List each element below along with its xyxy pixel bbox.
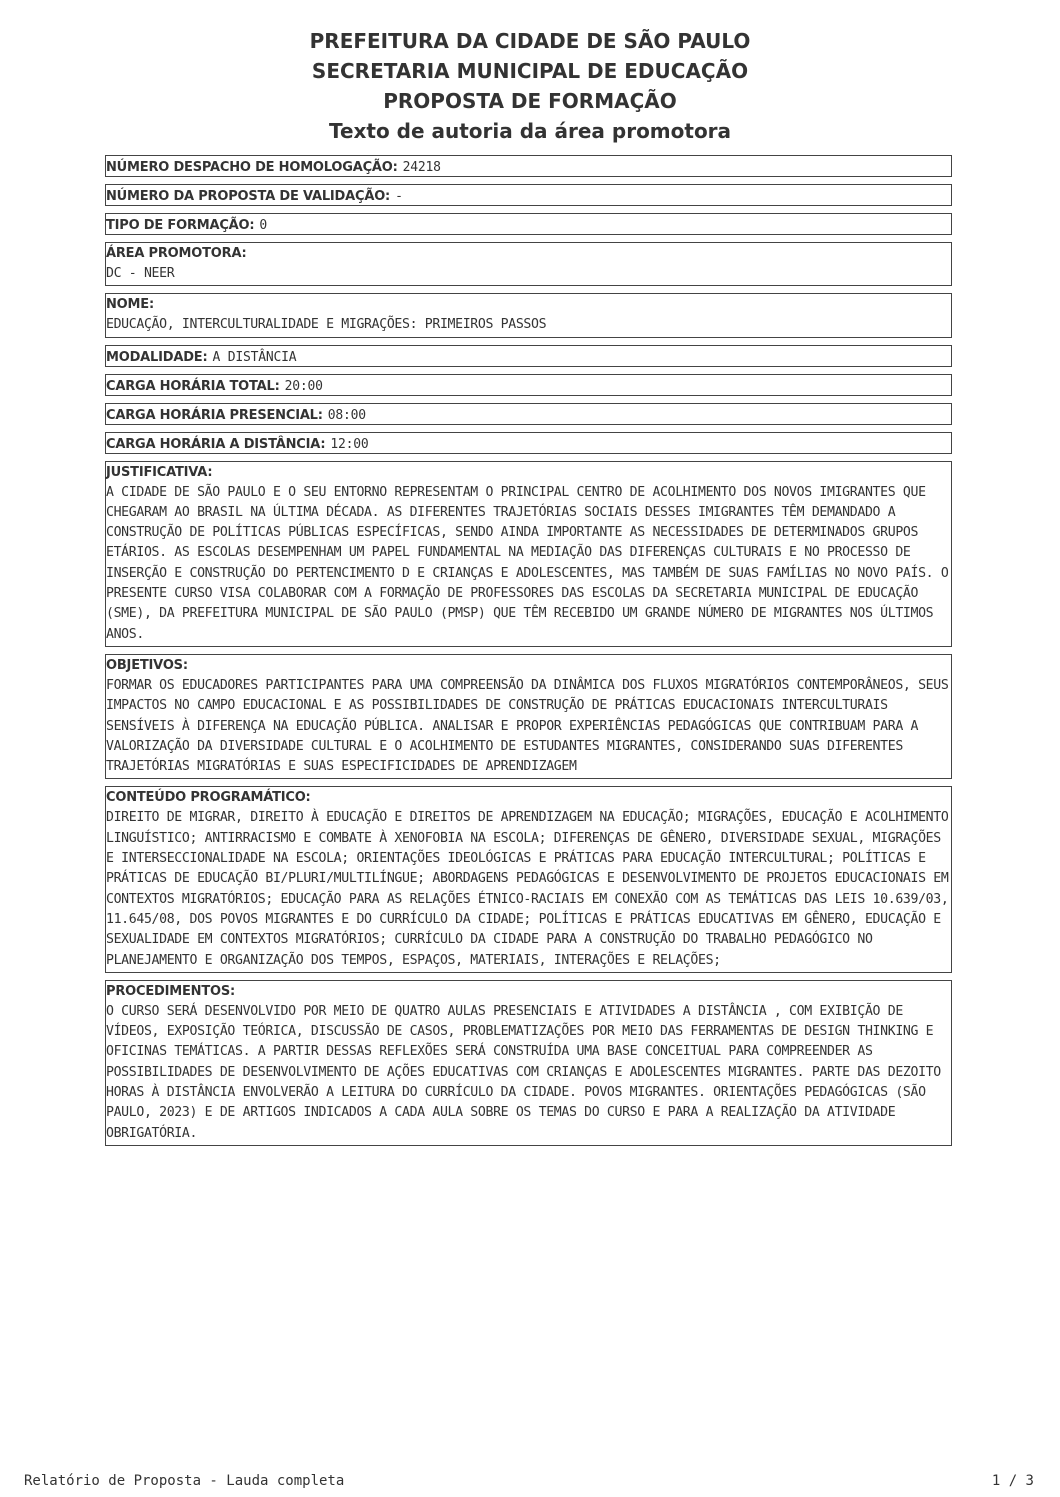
document-header xyxy=(0,26,1060,146)
field-label: CARGA HORÁRIA TOTAL: xyxy=(106,378,280,394)
field-label: CARGA HORÁRIA A DISTÂNCIA: xyxy=(106,436,326,452)
field-area-promotora xyxy=(105,242,952,286)
field-nome xyxy=(105,293,952,337)
field-label: NOME: xyxy=(106,297,154,313)
field-proposta-validacao xyxy=(105,184,952,206)
field-value: 24218 xyxy=(402,160,441,175)
field-carga-total xyxy=(105,374,952,396)
field-value: EDUCAÇÃO, INTERCULTURALIDADE E MIGRAÇÕES: PRIMEIROS PASSOS xyxy=(106,317,547,333)
header-proposta: PROPOSTA DE FORMAÇÃO xyxy=(383,89,677,113)
field-label: OBJETIVOS: xyxy=(106,657,188,673)
field-value: 08:00 xyxy=(327,407,366,423)
field-value: DC - NEER xyxy=(106,266,175,281)
header-secretaria: SECRETARIA MUNICIPAL DE EDUCAÇÃO xyxy=(311,59,749,83)
field-conteudo-programatico xyxy=(105,786,957,972)
field-tipo-formacao xyxy=(105,213,952,235)
field-modalidade xyxy=(105,345,952,367)
field-value: O CURSO SERÁ DESENVOLVIDO POR MEIO DE QUATRO AULAS PRESENCIAIS E ATIVIDADES A DISTÂNCIA , COM EXIBIÇÃO DE VÍDEOS, EXPOSIÇÃO TEÓRICA, DISCUSSÃO DE CASOS, PROBLEMATIZAÇÕES POR MEIO DAS FERRAMENTAS DE DESIGN THINKING E OFICINAS TEMÁTICAS. A PARTIR DESSAS REFLEXÕES SERÁ CONSTRUÍDA UMA BASE CONCEITUAL PARA COMPREENDER AS POSSIBILIDADES DE DESENVOLVIMENTO DE AÇÕES EDUCATIVAS COM CRIANÇAS E ADOLESCENTES MIGRANTES. PARTE DAS DEZOITO HORAS À DISTÂNCIA ENVOLVERÃO A LEITURA DO CURRÍCULO DA CIDADE. POVOS MIGRANTES. ORIENTAÇÕES PEDAGÓGICAS (SÃO PAULO, 2023) E DE ARTIGOS INDICADOS A CADA AULA SOBRE OS TEMAS DO CURSO E PARA A REALIZAÇÃO DA ATIVIDADE OBRIGATÓRIA. xyxy=(106,1003,949,1141)
field-label: CONTEÚDO PROGRAMÁTICO: xyxy=(106,790,311,806)
proposal-fields xyxy=(105,155,957,1153)
field-value: 20:00 xyxy=(284,378,323,394)
field-objetivos xyxy=(105,654,957,779)
field-label: CARGA HORÁRIA PRESENCIAL: xyxy=(106,407,323,423)
field-justificativa xyxy=(105,461,957,647)
field-label: PROCEDIMENTOS: xyxy=(106,983,236,999)
field-label: MODALIDADE: xyxy=(106,349,208,365)
field-value: DIREITO DE MIGRAR, DIREITO À EDUCAÇÃO E DIREITOS DE APRENDIZAGEM NA EDUCAÇÃO; MIGRAÇÕES, EDUCAÇÃO E ACOLHIMENTO LINGUÍSTICO; ANTIRRACISMO E COMBATE À XENOFOBIA NA ESCOLA; DIFERENÇAS DE GÊNERO, DIVERSIDADE SEXUAL, MIGRAÇÕES E INTERSECCIONALIDADE NA ESCOLA; ORIENTAÇÕES IDEOLÓGICAS E PRÁTICAS PARA EDUCAÇÃO INTERCULTURAL; POLÍTICAS E PRÁTICAS DE EDUCAÇÃO BI/PLURI/MULTILÍNGUE; ABORDAGENS PEDAGÓGICAS E DESENVOLVIMENTO DE PROJETOS EDUCACIONAIS EM CONTEXTOS MIGRATÓRIOS; EDUCAÇÃO PARA AS RELAÇÕES ÉTNICO-RACIAIS EM CONEXÃO COM AS TEMÁTICAS DAS LEIS 10.639/03, 11.645/08, DOS POVOS MIGRANTES E DO CURRÍCULO DA CIDADE; POLÍTICAS E PRÁTICAS EDUCATIVAS EM GÊNERO, EDUCAÇÃO E SEXUALIDADE EM CONTEXTOS MIGRATÓRIOS; CURRÍCULO DA CIDADE PARA A CONSTRUÇÃO DO TRABALHO PEDAGÓGICO NO PLANEJAMENTO E ORGANIZAÇÃO DOS TEMPOS, ESPAÇOS, MATERIAIS, INTERAÇÕES E RELAÇÕES; xyxy=(106,810,957,968)
field-label: ÁREA PROMOTORA: xyxy=(106,246,247,261)
field-carga-distancia xyxy=(105,432,952,454)
field-carga-presencial xyxy=(105,403,952,425)
field-value: A DISTÂNCIA xyxy=(212,349,297,365)
field-label: TIPO DE FORMAÇÃO: xyxy=(106,218,255,233)
field-value: - xyxy=(395,189,403,204)
field-value: 12:00 xyxy=(330,436,369,452)
field-value: FORMAR OS EDUCADORES PARTICIPANTES PARA UMA COMPREENSÃO DA DINÂMICA DOS FLUXOS MIGRATÓRIOS CONTEMPORÂNEOS, SEUS IMPACTOS NO CAMPO EDUCACIONAL E AS POSSIBILIDADES DE CONSTRUÇÃO DE PRÁTICAS EDUCACIONAIS INTERCULTURAIS SENSÍVEIS À DIFERENÇA NA EDUCAÇÃO PÚBLICA. ANALISAR E PROPOR EXPERIÊNCIAS PEDAGÓGICAS QUE CONTRIBUAM PARA A VALORIZAÇÃO DA DIVERSIDADE CULTURAL E O ACOLHIMENTO DE ESTUDANTES MIGRANTES, CONSIDERANDO SUAS DIFERENTES TRAJETÓRIAS MIGRATÓRIAS E SUAS ESPECIFICIDADES DE APRENDIZAGEM xyxy=(106,677,957,775)
field-label: NÚMERO DESPACHO DE HOMOLOGAÇÃO: xyxy=(106,160,398,175)
field-label: JUSTIFICATIVA: xyxy=(106,464,213,480)
field-despacho xyxy=(105,155,952,177)
field-procedimentos xyxy=(105,980,952,1146)
field-value: 0 xyxy=(259,218,268,233)
footer-report-title: Relatório de Proposta - Lauda completa xyxy=(24,1473,345,1489)
page-number: 1 / 3 xyxy=(991,1473,1034,1489)
header-prefeitura: PREFEITURA DA CIDADE DE SÃO PAULO xyxy=(309,29,751,53)
header-autoria: Texto de autoria da área promotora xyxy=(328,119,732,143)
field-label: NÚMERO DA PROPOSTA DE VALIDAÇÃO: xyxy=(106,189,391,204)
field-value: A CIDADE DE SÃO PAULO E O SEU ENTORNO REPRESENTAM O PRINCIPAL CENTRO DE ACOLHIMENTO DOS NOVOS IMIGRANTES QUE CHEGARAM AO BRASIL NA ÚLTIMA DÉCADA. AS DIFERENTES TRAJETÓRIAS SOCIAIS DESSES IMIGRANTES TÊM DEMANDADO A CONSTRUÇÃO DE POLÍTICAS PÚBLICAS ESPECÍFICAS, SENDO AINDA IMPORTANTE AS NECESSIDADES DE DETERMINADOS GRUPOS ETÁRIOS. AS ESCOLAS DESEMPENHAM UM PAPEL FUNDAMENTAL NA MEDIAÇÃO DAS DIFERENÇAS CULTURAIS E NO PROCESSO DE INSERÇÃO E CONSTRUÇÃO DO PERTENCIMENTO D E CRIANÇAS E ADOLESCENTES, MAS TAMBÉM DE SUAS FAMÍLIAS NO NOVO PAÍS. O PRESENTE CURSO VISA COLABORAR COM A FORMAÇÃO DE PROFESSORES DAS ESCOLAS DA SECRETARIA MUNICIPAL DE EDUCAÇÃO (SME), DA PREFEITURA MUNICIPAL DE SÃO PAULO (PMSP) QUE TÊM RECEBIDO UM GRANDE NÚMERO DE MIGRANTES NOS ÚLTIMOS ANOS. xyxy=(106,484,957,642)
